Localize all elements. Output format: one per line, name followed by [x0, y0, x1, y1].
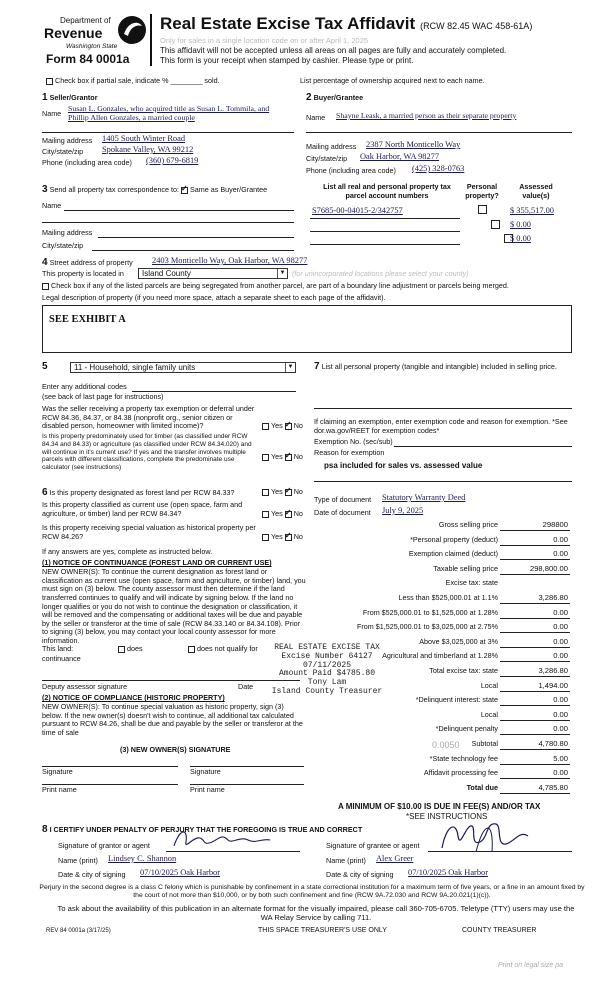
- current-use-yn: [262, 510, 303, 519]
- county-select[interactable]: [138, 268, 288, 279]
- yes-label: Yes: [271, 509, 283, 518]
- sec3-name-line: [64, 210, 294, 211]
- tax-row: [314, 550, 572, 562]
- tax-row-line: [500, 691, 570, 692]
- segregated-label: Check box if any of the listed parcels are being segregated from another parcel, are part of a boundary line adjustment or parcels being merged.: [51, 281, 509, 290]
- historic-yn: [262, 533, 303, 542]
- dor-swoosh-icon: [116, 14, 148, 46]
- parcel-1[interactable]: S7685-00-04015-2/342757: [312, 206, 403, 215]
- yes-label: Yes: [271, 421, 283, 430]
- yes-label: Yes: [271, 532, 283, 541]
- parcel-col-header: List all real and personal property tax parcel account numbers: [323, 182, 451, 200]
- owner-signature-label-2: Signature: [190, 767, 221, 776]
- use-code-select[interactable]: [70, 362, 296, 373]
- tax-row-line: [500, 574, 570, 575]
- stamp-line-5: Tony Lam: [307, 678, 347, 688]
- street-label: Street address of property: [49, 258, 133, 267]
- seller-mail-label: Mailing address: [42, 136, 93, 145]
- land-does-checkbox[interactable]: [118, 646, 125, 653]
- tax-row: [314, 725, 572, 737]
- grantor-name[interactable]: Lindsey C. Shannon: [108, 854, 177, 863]
- tax-row-label: Excise tax: state: [445, 578, 498, 588]
- tax-row-value[interactable]: 3,286.80: [538, 666, 568, 675]
- form-title: [160, 14, 532, 34]
- assessed-value-3[interactable]: $ 0.00: [510, 234, 531, 243]
- form-rcw: (RCW 82.45 WAC 458-61A): [420, 21, 533, 31]
- seller-name-line2[interactable]: Phillip Allen Gonzales, a married couple: [68, 113, 195, 122]
- grantor-name-label: Name (print): [58, 856, 98, 865]
- grantee-signature[interactable]: [436, 816, 556, 856]
- deputy-label: Deputy assessor signature: [42, 682, 128, 691]
- tax-row-value[interactable]: 0.00: [553, 709, 568, 719]
- header-note-2: This form is your receipt when stamped by cashier. Please type or print.: [160, 56, 414, 65]
- tax-row-line: [500, 603, 570, 604]
- assessed-col-header: Assessed value(s): [519, 182, 553, 200]
- grantor-sig-line: [166, 851, 300, 852]
- legal-label: Legal description of property (if you need more space, attach a separate sheet to each page of the affidavit).: [42, 293, 386, 302]
- timber-yn: [262, 453, 303, 462]
- exemption-no-label: Exemption No. (sec/sub): [314, 437, 393, 446]
- dept-state: Washington State: [66, 43, 118, 50]
- personal-property-checkbox-1[interactable]: [478, 205, 487, 214]
- grantor-date-label: Date & city of signing: [58, 870, 126, 879]
- owner-print-label-2: Print name: [190, 785, 225, 794]
- seller-mail[interactable]: 1405 South Winter Road: [102, 134, 186, 143]
- grantee-sig-label: Signature of grantee or agent: [326, 841, 420, 850]
- see-instructions: *SEE INSTRUCTIONS: [406, 812, 488, 821]
- reason-value[interactable]: psa included for sales vs. assessed value: [324, 461, 483, 470]
- same-as-buyer-label: Same as Buyer/Grantee: [190, 185, 268, 194]
- buyer-heading: [306, 92, 363, 104]
- tax-row: [314, 784, 572, 796]
- see-back-label: (see back of last page for instructions): [42, 392, 164, 401]
- no-label: No: [293, 532, 303, 541]
- perjury-text: [36, 884, 588, 900]
- county-select-value: Island County: [142, 268, 191, 278]
- parcel-line-2: [310, 231, 460, 232]
- segregated-row: [42, 282, 582, 291]
- seller-name-label: Name: [42, 109, 62, 118]
- tax-row-label: From $525,000.01 to $1,525,000 at 1.28%: [362, 607, 498, 617]
- tax-row-line: [500, 749, 570, 750]
- deputy-date-label: Date: [238, 682, 254, 691]
- tax-row: [314, 594, 572, 606]
- tax-row-label: Agricultural and timberland at 1.28%: [382, 651, 498, 661]
- local-rate[interactable]: 0.0050: [432, 740, 460, 750]
- print-legal-note: Print on legal size pa: [498, 962, 563, 969]
- certify-label: I CERTIFY UNDER PENALTY OF PERJURY THAT THE FOREGOING IS TRUE AND CORRECT: [49, 825, 363, 834]
- doc-date-label: Date of document: [314, 508, 371, 517]
- grantor-date[interactable]: 07/10/2025 Oak Harbor: [140, 868, 221, 877]
- forest-yes-checkbox[interactable]: [262, 489, 269, 496]
- tax-row-label: *Delinquent interest: state: [415, 695, 498, 705]
- tax-row-label: Less than $525,000.01 at 1.1%: [398, 593, 498, 602]
- property-street[interactable]: 2403 Monticello Way, Oak Harbor, WA 98277: [152, 256, 308, 265]
- grantee-date-label: Date & city of signing: [326, 870, 394, 879]
- exemption-yes-checkbox[interactable]: [262, 423, 269, 430]
- land-row: [42, 645, 73, 654]
- land-continuance: continuance: [42, 654, 81, 663]
- yes-label: Yes: [271, 452, 283, 461]
- tax-row-value[interactable]: 0.00: [553, 549, 568, 559]
- partial-sale-checkbox[interactable]: [46, 78, 53, 85]
- personal-property-line: [314, 408, 572, 409]
- legal-description-value: SEE EXHIBIT A: [49, 314, 126, 325]
- exemption-claim-label: If claiming an exemption, enter exemption code and reason for exemption. *See dor.wa.gov/REET for exemption codes*: [314, 417, 568, 435]
- accessibility-text: To ask about the availability of this publication in an alternate format for the visually impaired, please call 360-705-6705. Teletype (TTY) users may use the WA Relay Service by calling 711.: [57, 904, 575, 923]
- tax-row: [314, 682, 572, 694]
- tax-row-value[interactable]: 1,494.00: [538, 680, 568, 690]
- tax-row-line: [500, 676, 570, 677]
- same-as-buyer-checkbox[interactable]: [181, 187, 188, 194]
- tax-row-label: Affidavit processing fee: [423, 768, 498, 778]
- forest-yn: [262, 488, 303, 497]
- personal-col-header: Personal property?: [465, 182, 499, 200]
- tax-row-line: [500, 764, 570, 765]
- tax-row-label: Above $3,025,000 at 3%: [419, 636, 498, 646]
- treasurer-use-label: THIS SPACE TREASURER'S USE ONLY: [258, 927, 387, 934]
- buyer-heading-label: Buyer/Grantee: [313, 93, 364, 102]
- tax-row-value[interactable]: 0.00: [553, 622, 568, 632]
- tax-row-line: [500, 734, 570, 735]
- sec3-name-line2: [42, 222, 294, 223]
- grantee-name[interactable]: Alex Greer: [376, 854, 414, 863]
- tax-row: [314, 769, 572, 781]
- single-location-note: Only for sales in a single location code on or after April 1, 2025: [160, 36, 369, 45]
- minimum-note: A MINIMUM OF $10.00 IS DUE IN FEE(S) AND/OR TAX: [338, 802, 541, 811]
- tax-row: [314, 623, 572, 635]
- tax-row-label: *Delinquent penalty: [435, 724, 498, 734]
- tax-row-value[interactable]: 0.00: [553, 607, 568, 617]
- land-does-not-checkbox[interactable]: [188, 646, 195, 653]
- no-label: No: [293, 452, 303, 461]
- stamp-line-3: 07/11/2025: [302, 660, 351, 670]
- doc-type-label: Type of document: [314, 495, 372, 504]
- additional-codes-label: Enter any additional codes: [42, 382, 127, 391]
- tax-row-label: Total excise tax: state: [429, 666, 498, 675]
- tax-row-value[interactable]: 0.00: [553, 724, 568, 734]
- tax-row-value[interactable]: 298,800.00: [529, 563, 568, 573]
- seller-phone-label: Phone (including area code): [42, 158, 132, 167]
- timber-question: Is this property predominately used for timber (as classified under RCW 84.34 and 84.33) or agriculture (as classified under RCW 84.34.020) and will continue in it's current use? If yes and the transfer involves multiple parcels with different classifications, complete the predominate use calculator (see instructions): [42, 433, 252, 472]
- tax-row-line: [500, 632, 570, 633]
- section-5-number: 5: [42, 361, 48, 372]
- land-does-label: does: [127, 644, 143, 653]
- sec3-name-label: Name: [42, 201, 62, 210]
- form-title-text: Real Estate Excise Tax Affidavit: [160, 14, 416, 33]
- personal-property-row: [314, 361, 576, 373]
- county-hint: (for unincorporated locations please select your county): [292, 269, 469, 278]
- stamp-line-6: Island County Treasurer: [271, 686, 383, 696]
- tax-row-label: Exemption claimed (deduct): [408, 549, 498, 559]
- header-note-1: This affidavit will not be accepted unless all areas on all pages are fully and accurately completed.: [160, 46, 507, 55]
- seller-heading: [42, 92, 98, 104]
- no-label: No: [293, 487, 303, 496]
- stamp-line-4: Amount Paid $4785.80: [278, 669, 375, 679]
- tax-row-label: From $1,525,000.01 to $3,025,000 at 2.75%: [356, 622, 498, 632]
- tax-row-label: Local: [480, 680, 498, 690]
- buyer-name[interactable]: Shayne Leask, a married person as their separate property: [336, 111, 517, 120]
- seller-heading-label: Seller/Grantor: [49, 93, 98, 102]
- buyer-city-label: City/state/zip: [306, 154, 348, 163]
- buyer-phone-label: Phone (including area code): [306, 166, 396, 175]
- section-7-number: 7: [314, 361, 320, 372]
- buyer-mail-label: Mailing address: [306, 142, 357, 151]
- section-8-number: 8: [42, 824, 48, 835]
- dept-line1: Department of: [60, 16, 111, 25]
- section-2-number: 2: [306, 92, 312, 103]
- ownership-note: List percentage of ownership acquired next to each name.: [300, 76, 485, 85]
- stamp-line-2: Excise Number 64127: [281, 651, 373, 661]
- seller-name-extra-line: [42, 132, 294, 133]
- tax-row-line: [500, 705, 570, 706]
- tax-row-label: *State technology fee: [429, 753, 498, 763]
- exemption-no-checkbox[interactable]: [285, 423, 292, 430]
- tax-row-label: Local: [480, 709, 498, 719]
- sec3-mail-line: [98, 237, 294, 238]
- exemption-yn: [262, 422, 303, 431]
- owner-signature-label-1: Signature: [42, 767, 73, 776]
- tax-row-label: Gross selling price: [438, 520, 498, 529]
- owner-print-label-1: Print name: [42, 785, 77, 794]
- sec3-mail-label: Mailing address: [42, 228, 93, 237]
- tax-row-line: [500, 778, 570, 779]
- section-4-number: 4: [42, 257, 48, 268]
- grantor-signature[interactable]: [170, 826, 290, 852]
- tax-row-value[interactable]: 0.00: [553, 636, 568, 646]
- use-code-value: 11 - Household, single family units: [74, 362, 196, 372]
- grantee-sig-line: [428, 851, 572, 852]
- personal-property-label: List all personal property (tangible and intangible) included in selling price.: [321, 362, 557, 371]
- located-label: This property is located in: [42, 269, 124, 278]
- tax-row-value[interactable]: 0.00: [553, 768, 568, 778]
- historic-question: Is this property receiving special valuation as historical property per RCW 84.26?: [42, 523, 256, 541]
- buyer-name-label: Name: [306, 113, 326, 122]
- personal-property-checkbox-2[interactable]: [491, 220, 500, 229]
- land-does-not: [188, 645, 258, 654]
- tax-row: [314, 652, 572, 664]
- revision-label: REV 84 0001a (3/17/25): [46, 928, 111, 934]
- tax-row: [314, 609, 572, 621]
- current-use-question: Is this property classified as current use (open space, farm and agriculture, or timber) land per RCW 84.34?: [42, 500, 243, 518]
- buyer-mail[interactable]: 2387 North Monticello Way: [366, 140, 461, 149]
- tax-row-label: Taxable selling price: [433, 563, 498, 573]
- parcel-line-1: [310, 218, 460, 219]
- partial-sale-row[interactable]: [46, 77, 220, 86]
- no-label: No: [293, 509, 303, 518]
- grantee-date[interactable]: 07/10/2025 Oak Harbor: [408, 868, 489, 877]
- tax-row-line: [500, 793, 570, 794]
- forest-question-text: Is this property designated as forest land per RCW 84.33?: [49, 488, 235, 497]
- partial-sale-label: Check box if partial sale, indicate % ________ sold.: [55, 76, 220, 85]
- section-1-number: 1: [42, 92, 48, 103]
- assessed-value-2[interactable]: $ 0.00: [510, 220, 531, 229]
- land-label: This land:: [42, 644, 74, 653]
- tax-row: [314, 755, 572, 767]
- tax-row-value[interactable]: 0.00: [553, 695, 568, 705]
- tax-row-value[interactable]: 5.00: [553, 753, 568, 763]
- current-use-no-checkbox[interactable]: [285, 511, 292, 518]
- chevron-down-icon: ▼: [277, 269, 287, 278]
- tax-row-line: [500, 647, 570, 648]
- reason-line: [314, 481, 572, 482]
- historic-no-checkbox[interactable]: [285, 534, 292, 541]
- dept-brand: Revenue: [44, 25, 103, 41]
- street-row: [42, 257, 133, 269]
- tax-row-line: [500, 559, 570, 560]
- tax-correspondence-row: [42, 184, 267, 196]
- tax-row-value[interactable]: 0.00: [553, 534, 568, 544]
- tax-row: [314, 521, 572, 533]
- tax-row-line: [500, 720, 570, 721]
- tax-row: [314, 667, 572, 679]
- grantee-name-label: Name (print): [326, 856, 366, 865]
- tax-row: [314, 536, 572, 548]
- seller-city-label: City/state/zip: [42, 147, 84, 156]
- doc-type-value[interactable]: Statutory Warranty Deed: [382, 493, 466, 502]
- seller-name-line1[interactable]: Susan L. Gonzales, who acquired title as Susan L. Tommila, and: [68, 104, 270, 113]
- tax-correspondence-label: Send all property tax correspondence to:: [49, 185, 180, 194]
- exemption-no-line: [394, 446, 572, 447]
- historic-yes-checkbox[interactable]: [262, 534, 269, 541]
- notice-continuance-heading: (1) NOTICE OF CONTINUANCE (FOREST LAND OR CURRENT USE): [42, 558, 272, 567]
- timber-yes-checkbox[interactable]: [262, 454, 269, 461]
- assessed-value-1[interactable]: $ 355,517.00: [510, 206, 554, 215]
- sec3-city-line: [92, 250, 294, 251]
- tax-row-label: *Personal property (deduct): [410, 534, 498, 544]
- tax-row: [314, 696, 572, 708]
- county-treasurer-label: COUNTY TREASURER: [462, 927, 537, 934]
- no-label: No: [293, 421, 303, 430]
- tax-row-line: [500, 530, 570, 531]
- tax-row: [314, 579, 572, 591]
- buyer-phone[interactable]: (425) 328-0763: [412, 164, 465, 173]
- timber-no-checkbox[interactable]: [285, 454, 292, 461]
- tax-row: [314, 638, 572, 650]
- buyer-city[interactable]: Oak Harbor, WA 98277: [360, 152, 440, 161]
- notice-continuance-body: NEW OWNER(S): To continue the current designation as forest land or classification as current use (open space, farm and agriculture, or timber) land, you must sign on (3) below. The county assessor must then determine if the land transferred continues to qualify and will indicate by signing below. If the land no longer qualifies or you do not wish to continue the designation or classification, it will be removed and the compensating or additional taxes will be due and payable by the seller or transferor at the time of sale (RCW 84.33.140 or 84.34.108). Prior to signing (3) below, you may contact your local county assessor for more information.: [42, 567, 306, 646]
- tax-row-value[interactable]: 0.00: [553, 651, 568, 661]
- tax-row-label: Total due: [466, 782, 498, 792]
- land-does: [118, 645, 143, 654]
- doc-date-value[interactable]: July 9, 2025: [382, 506, 424, 515]
- forest-question: [42, 487, 262, 499]
- sec6-note: If any answers are yes, complete as instructed below.: [42, 547, 213, 556]
- segregated-checkbox[interactable]: [42, 283, 49, 290]
- land-does-not-label: does not qualify for: [197, 644, 258, 653]
- forest-no-checkbox[interactable]: [285, 489, 292, 496]
- form-number: Form 84 0001a: [46, 52, 130, 66]
- notice-compliance-body: NEW OWNER(S): To continue special valuation as historic property, sign (3) below. If the new owner(s) doesn't wish to continue, all additional tax calculated pursuant to RCW 84.26, shall be due and payable by the seller or transferor at the time of sale: [42, 702, 303, 737]
- new-owner-heading: (3) NEW OWNER(S) SIGNATURE: [120, 745, 231, 754]
- tax-row-label: Subtotal: [471, 739, 498, 748]
- tax-row-line: [500, 545, 570, 546]
- tax-row-value[interactable]: 4,785.80: [538, 782, 568, 792]
- tax-row: [314, 565, 572, 577]
- perjury-body: Perjury in the second degree is a class C felony which is punishable by confinement in a state correctional institution for a maximum term of five years, or a fine in an amount fixed by the court of not more than $10,000, or by both such confinement and fine (RCW 9A.72.030 and RCW 9A.20.021(1)(c)).: [39, 884, 585, 900]
- buyer-name-extra-line: [306, 132, 572, 133]
- tax-row-line: [500, 618, 570, 619]
- tax-row-line: [500, 661, 570, 662]
- tax-row: [314, 711, 572, 723]
- parcel-line-3: [310, 244, 460, 245]
- header-divider: [150, 14, 152, 66]
- exemption-question: Was the seller receiving a property tax exemption or deferral under RCW 84.36, 84.37, or 84.38 (nonprofit org., senior citizen or disabled person, homeowner with limited income)?: [42, 404, 255, 431]
- section-3-number: 3: [42, 184, 48, 195]
- section-6-number: 6: [42, 487, 48, 498]
- seller-city[interactable]: Spokane Valley, WA 99212: [102, 145, 194, 154]
- notice-compliance-heading: (2) NOTICE OF COMPLIANCE (HISTORIC PROPERTY): [42, 693, 225, 702]
- tax-row-value[interactable]: 4,780.80: [538, 739, 568, 748]
- current-use-yes-checkbox[interactable]: [262, 511, 269, 518]
- reason-label: Reason for exemption: [314, 448, 385, 457]
- tax-row-value[interactable]: 3,286.80: [538, 593, 568, 602]
- stamp-line-1: REAL ESTATE EXCISE TAX: [274, 643, 380, 652]
- grantor-sig-label: Signature of grantor or agent: [58, 841, 150, 850]
- yes-label: Yes: [271, 487, 283, 496]
- legal-description-box[interactable]: [42, 305, 572, 353]
- sec3-city-label: City/state/zip: [42, 241, 84, 250]
- tax-row-value[interactable]: 298800: [542, 520, 568, 529]
- chevron-down-icon: ▼: [285, 363, 295, 372]
- seller-phone[interactable]: (360) 679-6819: [146, 156, 199, 165]
